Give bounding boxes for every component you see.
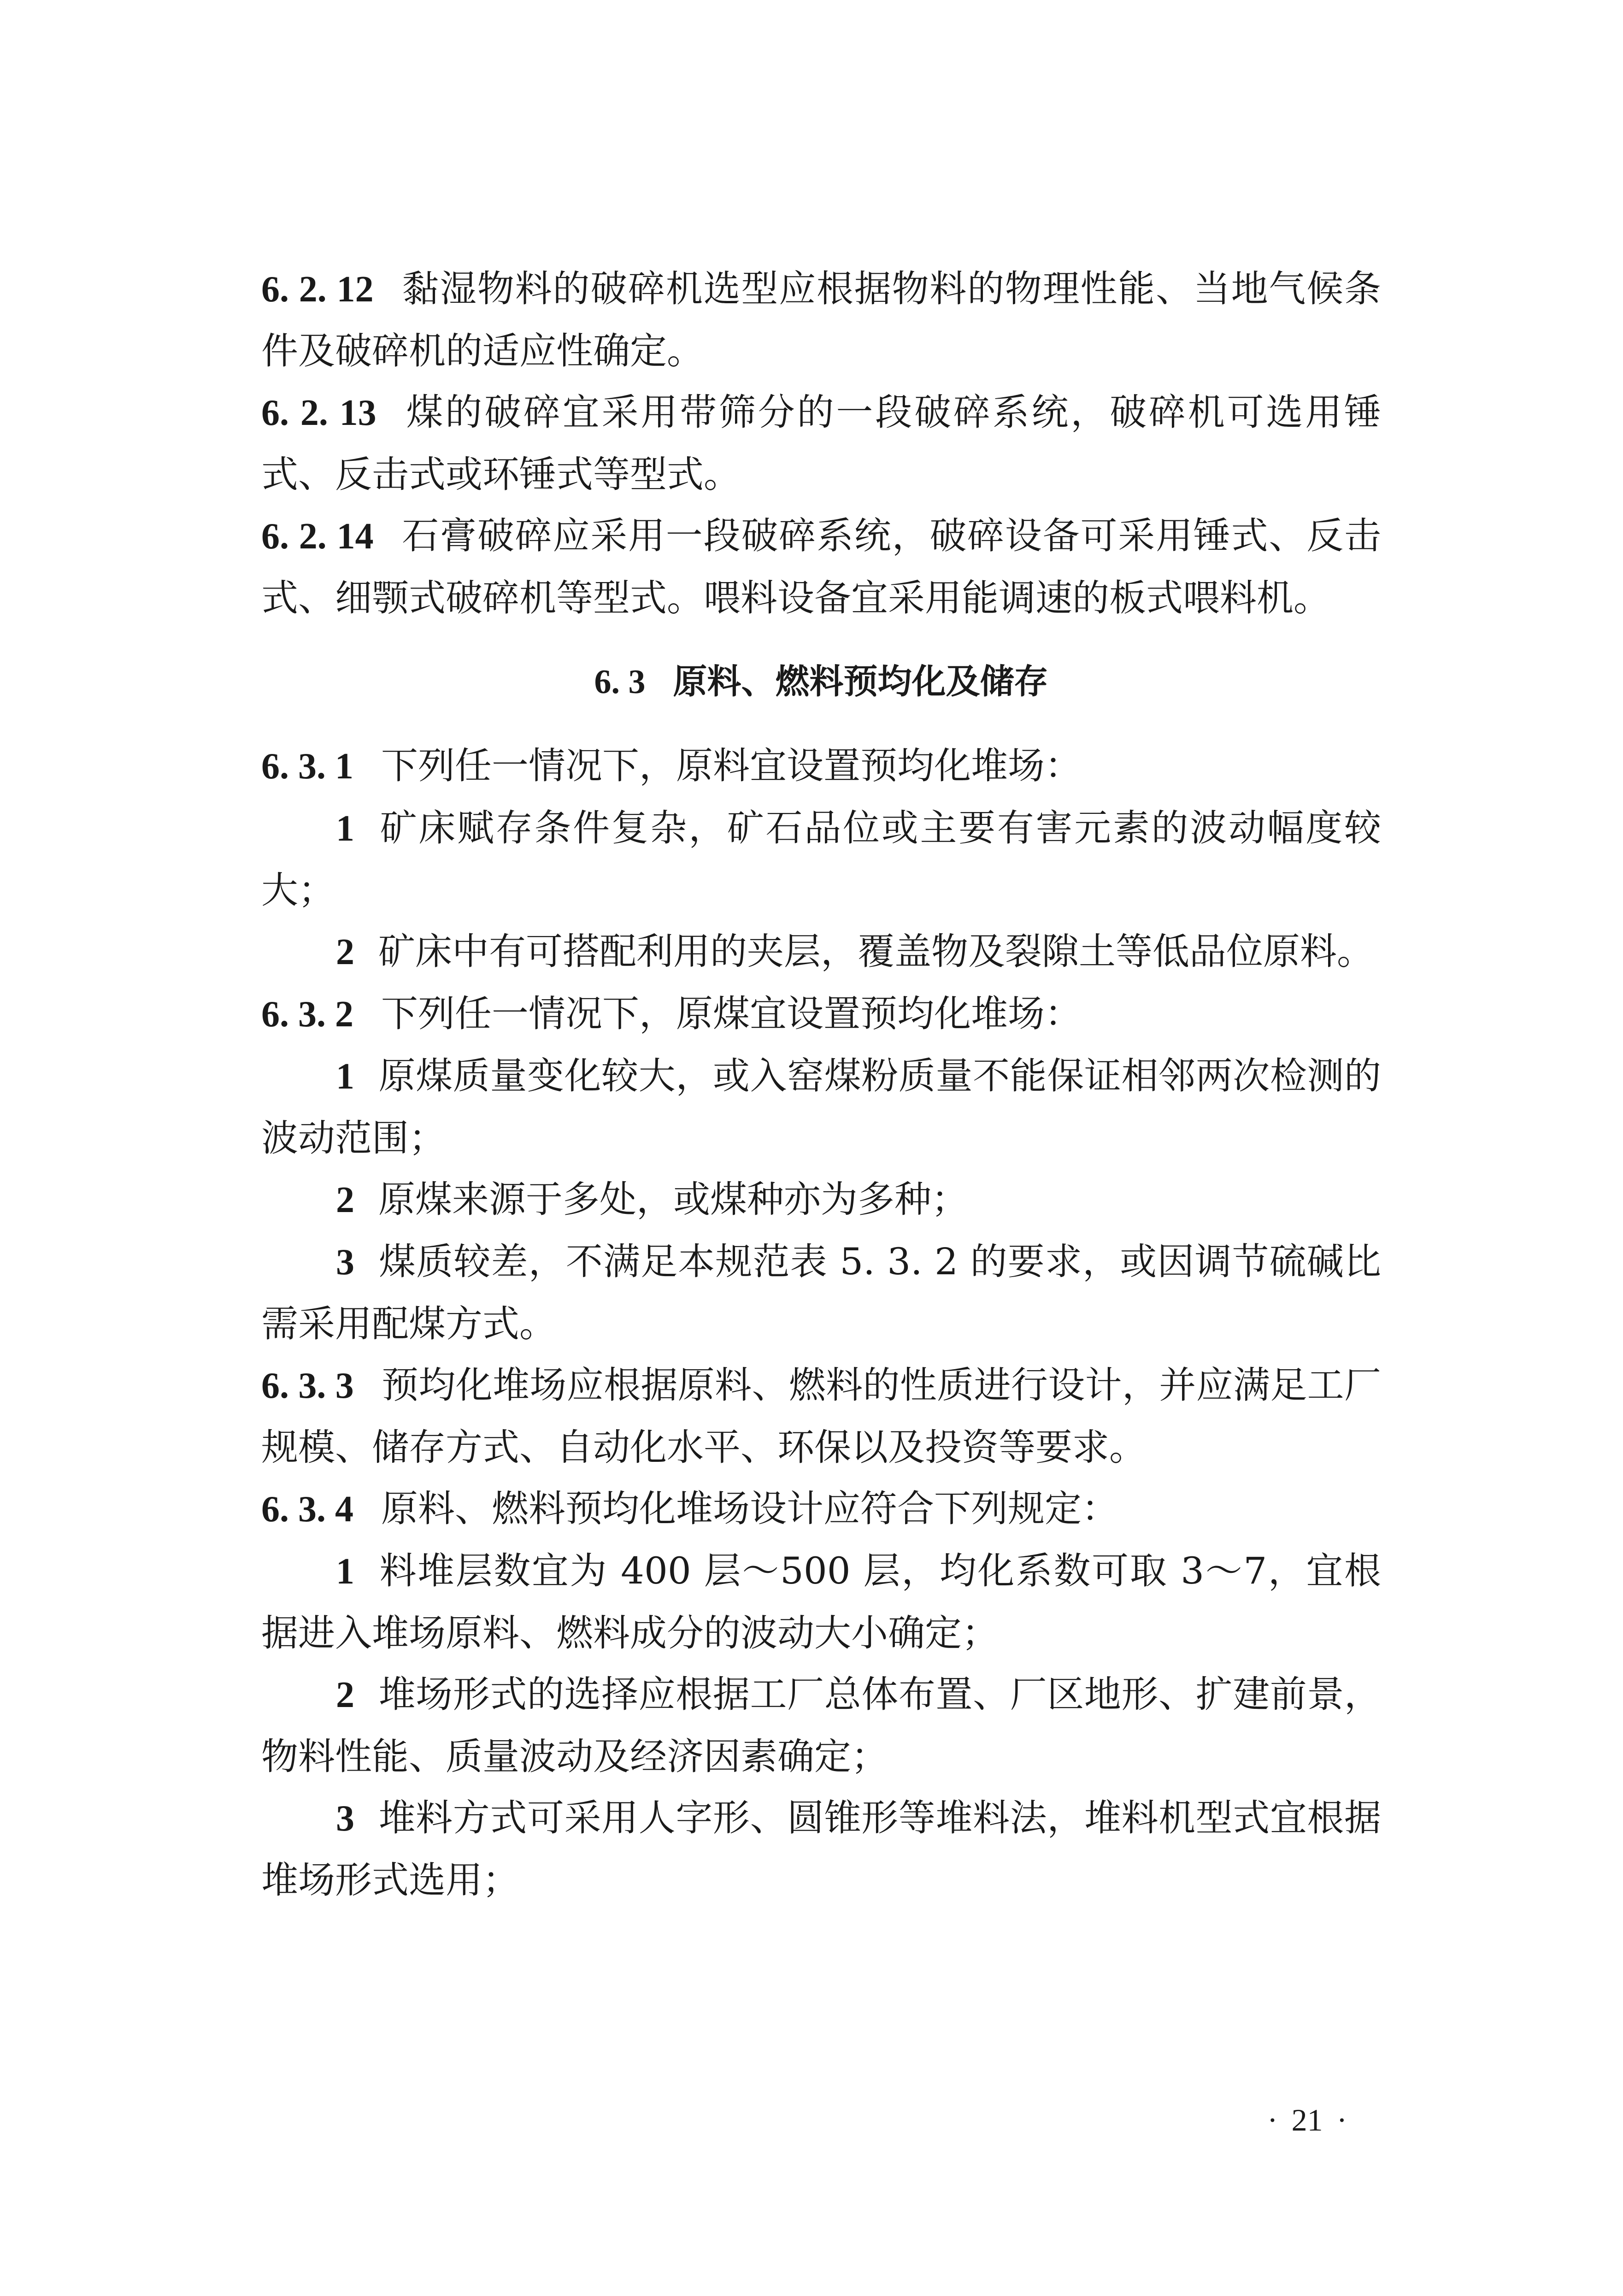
item-text: 原煤质量变化较大，或入窑煤粉质量不能保证相邻两次检测的波动范围；	[261, 1054, 1381, 1160]
clause-number: 6. 2. 12	[261, 269, 374, 310]
section-heading	[261, 647, 1381, 717]
list-item	[261, 1664, 1381, 1787]
item-text: 堆料方式可采用人字形、圆锥形等堆料法，堆料机型式宜根据堆场形式选用；	[261, 1796, 1381, 1902]
list-item	[261, 1231, 1381, 1354]
item-number: 3	[336, 1242, 354, 1283]
item-number: 2	[336, 1180, 354, 1220]
clause-number: 6. 3. 1	[261, 746, 353, 787]
list-item	[261, 797, 1381, 921]
clause-6-2-14	[261, 505, 1381, 629]
item-number: 2	[336, 1675, 354, 1715]
page-number-dot-right: ·	[1336, 2102, 1347, 2137]
document-body	[261, 258, 1381, 1911]
clause-number: 6. 2. 13	[261, 393, 376, 433]
item-text: 煤质较差，不满足本规范表 5. 3. 2 的要求，或因调节硫碱比需采用配煤方式。	[261, 1240, 1381, 1345]
clause-text: 预均化堆场应根据原料、燃料的性质进行设计，并应满足工厂规模、储存方式、自动化水平、环保以及投资等要求。	[261, 1364, 1382, 1469]
clause-text: 下列任一情况下，原煤宜设置预均化堆场：	[381, 992, 1082, 1035]
clause-6-3-4	[261, 1478, 1381, 1540]
item-text: 矿床中有可搭配利用的夹层，覆盖物及裂隙土等低品位原料。	[378, 930, 1374, 973]
clause-6-2-13	[261, 382, 1381, 505]
clause-6-2-12	[261, 258, 1381, 382]
clause-text: 煤的破碎宜采用带筛分的一段破碎系统，破碎机可选用锤式、反击式或环锤式等型式。	[261, 391, 1382, 496]
item-text: 料堆层数宜为 400 层～500 层，均化系数可取 3～7，宜根据进入堆场原料、燃料成分的波动大小确定；	[261, 1549, 1381, 1654]
item-text: 矿床赋存条件复杂，矿石品位或主要有害元素的波动幅度较大；	[261, 807, 1381, 912]
item-number: 1	[336, 1551, 354, 1592]
clause-6-3-2	[261, 983, 1381, 1045]
clause-number: 6. 3. 3	[261, 1366, 354, 1406]
item-number: 1	[336, 1056, 354, 1097]
list-item	[261, 921, 1381, 983]
page-number	[1253, 2102, 1361, 2138]
list-item	[261, 1045, 1381, 1169]
item-text: 原煤来源于多处，或煤种亦为多种；	[378, 1178, 968, 1221]
list-item	[261, 1787, 1381, 1911]
clause-text: 下列任一情况下，原料宜设置预均化堆场：	[381, 744, 1082, 787]
item-number: 1	[336, 808, 354, 849]
clause-number: 6. 3. 2	[261, 994, 353, 1035]
clause-text: 黏湿物料的破碎机选型应根据物料的物理性能、当地气候条件及破碎机的适应性确定。	[261, 267, 1382, 372]
page-number-dot-left: ·	[1267, 2102, 1278, 2137]
clause-number: 6. 3. 4	[261, 1489, 353, 1530]
clause-text: 石膏破碎应采用一段破碎系统，破碎设备可采用锤式、反击式、细颚式破碎机等型式。喂料设备宜采用能调速的板式喂料机。	[261, 514, 1382, 619]
list-item	[261, 1540, 1381, 1664]
section-number: 6. 3	[594, 663, 646, 701]
clause-6-3-1	[261, 735, 1381, 797]
clause-number: 6. 2. 14	[261, 516, 374, 557]
item-number: 3	[336, 1798, 354, 1839]
clause-text: 原料、燃料预均化堆场设计应符合下列规定：	[381, 1487, 1118, 1530]
page-number-value: 21	[1291, 2102, 1323, 2137]
item-text: 堆场形式的选择应根据工厂总体布置、厂区地形、扩建前景，物料性能、质量波动及经济因素确定；	[261, 1673, 1381, 1778]
section-title-text: 原料、燃料预均化及储存	[673, 662, 1048, 701]
item-number: 2	[336, 932, 354, 972]
clause-6-3-3	[261, 1354, 1381, 1478]
list-item	[261, 1169, 1381, 1231]
